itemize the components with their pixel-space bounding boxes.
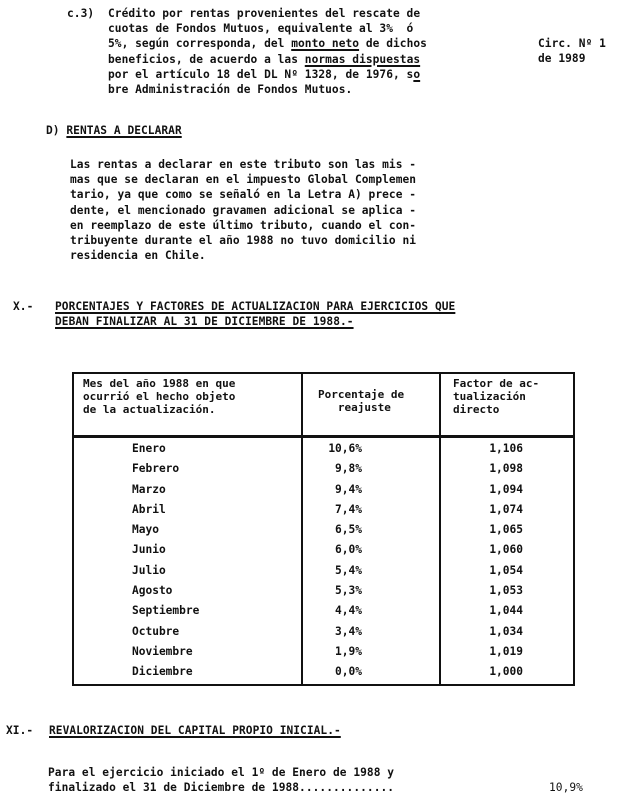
- factor-cell: 1,054: [489, 563, 523, 577]
- underlined-char: o: [413, 67, 421, 81]
- header-divider: [74, 435, 573, 438]
- factor-cell: 1,074: [489, 502, 523, 516]
- text-run: 5%, según corresponda, del: [108, 37, 292, 51]
- table-row: [74, 462, 573, 482]
- paragraph-line: tario, ya que como se señaló en la Letra A) prece -: [70, 188, 417, 202]
- month-cell: Marzo: [132, 482, 166, 496]
- month-cell: Enero: [132, 442, 166, 455]
- percentage-cell: 5,3%: [335, 584, 362, 598]
- month-cell: Septiembre: [132, 604, 200, 618]
- title-line: DEBAN FINALIZAR AL 31 DE DICIEMBRE DE 1988.-: [55, 315, 354, 329]
- month-cell: Noviembre: [132, 644, 193, 658]
- factor-cell: 1,034: [489, 624, 523, 638]
- month-cell: Octubre: [132, 624, 180, 638]
- margin-note: [538, 36, 606, 66]
- paragraph-line: [108, 67, 427, 82]
- underlined-term-normas-dispuestas: normas dispuestas: [304, 52, 421, 66]
- factor-cell: 1,019: [489, 644, 523, 658]
- table-row: [74, 543, 573, 563]
- table-row: [74, 523, 573, 543]
- percentage-cell: 1,9%: [335, 644, 362, 658]
- title-line: PORCENTAJES Y FACTORES DE ACTUALIZACION PARA EJERCICIOS QUE: [55, 300, 456, 313]
- factor-cell: 1,053: [489, 584, 523, 598]
- factor-cell: 1,065: [489, 523, 523, 537]
- paragraph-line: Crédito por rentas provenientes del rescate de: [108, 7, 421, 20]
- table-body: [74, 442, 573, 686]
- paragraph-line: finalizado el 31 de Diciembre de 1988..............: [48, 781, 395, 795]
- factor-cell: 1,044: [489, 604, 523, 618]
- month-cell: Junio: [132, 543, 166, 557]
- percentage-cell: 10,6%: [328, 442, 362, 455]
- column-header-percentage: Porcentaje de reajuste: [318, 388, 405, 414]
- factor-cell: 1,098: [489, 462, 523, 476]
- factor-cell: 1,060: [489, 543, 523, 557]
- table-row: [74, 645, 573, 665]
- section-title-x: [55, 299, 455, 329]
- underlined-term-monto-neto: monto neto: [291, 37, 360, 51]
- percentage-cell: 9,4%: [335, 482, 362, 496]
- paragraph-line: Para el ejercicio iniciado el 1º de Enero de 1988 y: [48, 766, 395, 779]
- percentage-cell: 6,5%: [335, 523, 362, 537]
- section-title: RENTAS A DECLARAR: [66, 124, 182, 137]
- xi-paragraph: [48, 765, 394, 795]
- margin-note-line: de 1989: [538, 52, 586, 66]
- section-heading-d: [46, 123, 182, 138]
- paragraph-line: [108, 36, 427, 51]
- month-cell: Agosto: [132, 584, 173, 598]
- paragraph-line: dente, el mencionado gravamen adicional se aplica -: [70, 203, 417, 217]
- table-row: [74, 625, 573, 645]
- percentage-cell: 7,4%: [335, 502, 362, 516]
- paragraph-line: cuotas de Fondos Mutuos, equivalente al 3% ó: [108, 22, 414, 36]
- factor-cell: 1,000: [489, 665, 523, 679]
- month-cell: Diciembre: [132, 665, 193, 679]
- table-row: [74, 604, 573, 624]
- paragraph-line: bre Administración de Fondos Mutuos.: [108, 83, 353, 97]
- factor-cell: 1,094: [489, 482, 523, 496]
- margin-note-line: Circ. Nº 1: [538, 37, 606, 50]
- table-row: [74, 584, 573, 604]
- month-cell: Abril: [132, 502, 166, 516]
- section-label-x: X.-: [13, 300, 34, 313]
- table-row: [74, 442, 573, 462]
- c3-paragraph: [108, 6, 427, 97]
- text-run: beneficios, de acuerdo a las: [108, 52, 305, 66]
- percentage-cell: 0,0%: [335, 665, 362, 679]
- section-label-xi: XI.-: [6, 724, 34, 737]
- percentage-cell: 3,4%: [335, 624, 362, 638]
- column-header-month: Mes del año 1988 en que ocurrió el hecho objeto de la actualización.: [83, 377, 236, 416]
- revaluation-percentage: 10,9%: [549, 781, 583, 794]
- text-run: por el artículo 18 del DL Nº 1328, de 1976, s: [108, 67, 414, 81]
- paragraph-line: [108, 52, 427, 67]
- month-cell: Febrero: [132, 462, 180, 476]
- section-title-xi: REVALORIZACION DEL CAPITAL PROPIO INICIAL.-: [49, 724, 341, 737]
- percentage-cell: 4,4%: [335, 604, 362, 618]
- text-run: de dichos: [359, 37, 427, 51]
- percentage-cell: 9,8%: [335, 462, 362, 476]
- percentage-cell: 5,4%: [335, 563, 362, 577]
- paragraph-line: mas que se declaran en el impuesto Global Complemen: [70, 173, 417, 187]
- table-row: [74, 665, 573, 685]
- item-label-c3: c.3): [67, 7, 95, 20]
- section-title-xi-wrap: [49, 723, 341, 738]
- table-row: [74, 564, 573, 584]
- adjustment-factors-table: [72, 372, 575, 686]
- paragraph-line: tribuyente durante el año 1988 no tuvo domicilio ni: [70, 234, 417, 248]
- percentage-cell: 6,0%: [335, 543, 362, 557]
- section-label: D): [46, 124, 60, 137]
- table-row: [74, 483, 573, 503]
- paragraph-line: Las rentas a declarar en este tributo son las mis -: [70, 158, 417, 171]
- d-paragraph: [70, 157, 416, 263]
- column-header-factor: Factor de ac- tualización directo: [453, 377, 540, 416]
- paragraph-line: en reemplazo de este último tributo, cuando el con-: [70, 218, 417, 232]
- paragraph-line: residencia en Chile.: [70, 249, 206, 263]
- month-cell: Mayo: [132, 523, 159, 537]
- factor-cell: 1,106: [489, 442, 523, 455]
- table-row: [74, 503, 573, 523]
- month-cell: Julio: [132, 563, 166, 577]
